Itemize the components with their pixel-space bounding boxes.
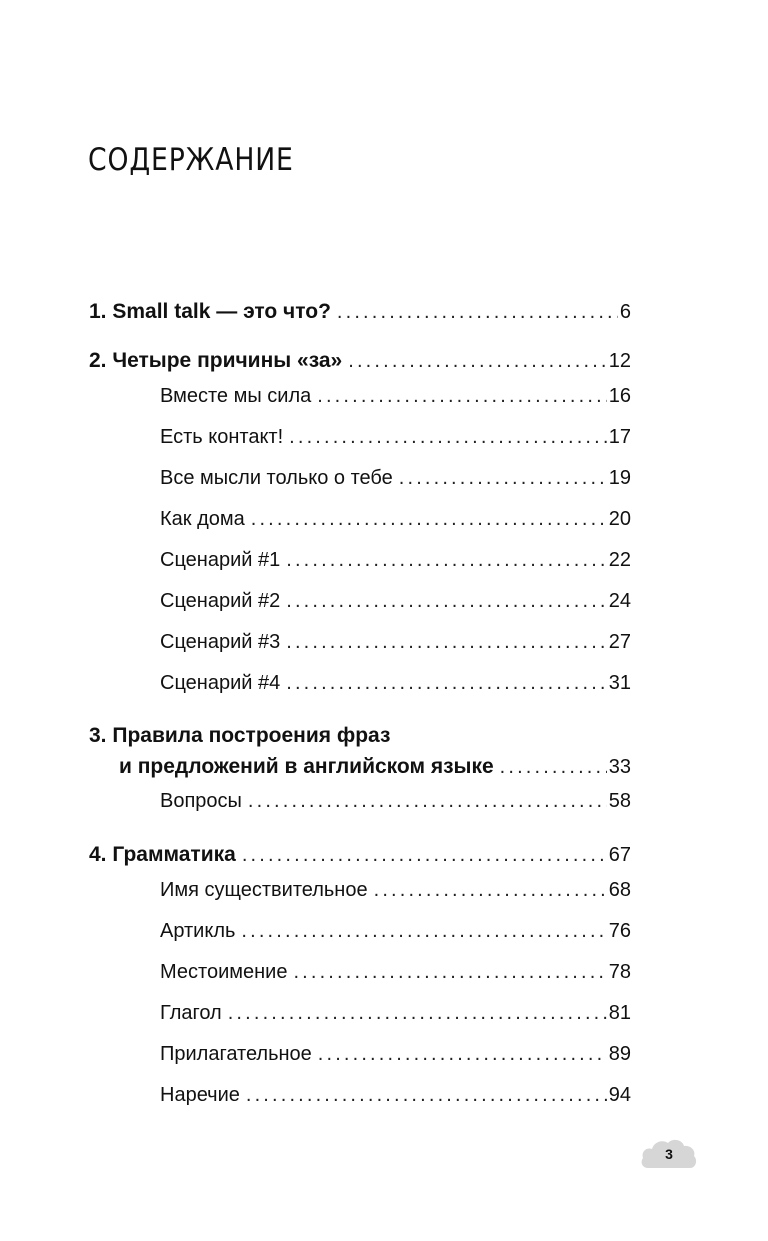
toc-item-label: Сценарий #1 xyxy=(160,549,281,571)
dot-leader xyxy=(318,1043,607,1066)
toc-page-number: 68 xyxy=(608,879,631,901)
toc-item-label: Сценарий #3 xyxy=(160,631,281,653)
toc-item[interactable] xyxy=(160,672,631,695)
dot-leader xyxy=(348,350,607,373)
toc-chapter-1[interactable] xyxy=(89,300,631,324)
toc-item[interactable] xyxy=(160,508,631,531)
dot-leader xyxy=(246,1084,607,1107)
toc-item[interactable] xyxy=(160,920,631,943)
toc-item-label: Местоимение xyxy=(160,961,288,983)
dot-leader xyxy=(242,844,607,867)
toc-item[interactable] xyxy=(160,1043,631,1066)
toc-chapter-3-line1[interactable]: 3. Правила построения фраз xyxy=(89,724,391,747)
toc-chapter-label: 4. Грамматика xyxy=(89,843,236,866)
toc-page-number: 81 xyxy=(608,1002,631,1024)
toc-item-label: Артикль xyxy=(160,920,236,942)
toc-page-number: 17 xyxy=(608,426,631,448)
toc-item-label: Сценарий #2 xyxy=(160,590,281,612)
toc-page-number: 16 xyxy=(608,385,631,407)
toc-item-label: Вопросы xyxy=(160,790,242,812)
toc-item[interactable] xyxy=(160,385,631,408)
dot-leader xyxy=(399,467,607,490)
toc-page-number: 27 xyxy=(608,631,631,653)
toc-item[interactable] xyxy=(160,426,631,449)
dot-leader xyxy=(286,590,607,613)
toc-item[interactable] xyxy=(160,1002,631,1025)
dot-leader xyxy=(228,1002,607,1025)
toc-page-number: 58 xyxy=(608,790,631,812)
toc-page-number: 24 xyxy=(608,590,631,612)
toc-page-number: 6 xyxy=(619,301,631,323)
toc-page-number: 12 xyxy=(608,350,631,372)
toc-item-label: Прилагательное xyxy=(160,1043,312,1065)
dot-leader xyxy=(374,879,607,902)
toc-item-label: Имя существительное xyxy=(160,879,368,901)
toc-page-number: 31 xyxy=(608,672,631,694)
page-title: СОДЕРЖАНИЕ xyxy=(88,142,294,178)
toc-page-number: 20 xyxy=(608,508,631,530)
toc-chapter-4[interactable] xyxy=(89,843,631,867)
dot-leader xyxy=(317,385,607,408)
toc-item[interactable] xyxy=(160,467,631,490)
toc-page-number: 19 xyxy=(608,467,631,489)
toc-chapter-2[interactable] xyxy=(89,349,631,373)
toc-chapter-label: 1. Small talk — это что? xyxy=(89,300,331,323)
dot-leader xyxy=(286,549,607,572)
dot-leader xyxy=(286,672,607,695)
toc-page-number: 78 xyxy=(608,961,631,983)
toc-item-label: Как дома xyxy=(160,508,245,530)
toc-page-number: 67 xyxy=(608,844,631,866)
toc-page-number: 89 xyxy=(608,1043,631,1065)
toc-item[interactable] xyxy=(160,549,631,572)
toc-item-label: Глагол xyxy=(160,1002,222,1024)
toc-item-label: Наречие xyxy=(160,1084,240,1106)
toc-chapter-3[interactable] xyxy=(119,755,631,779)
toc-item[interactable] xyxy=(160,961,631,984)
dot-leader xyxy=(241,920,606,943)
page-number: 3 xyxy=(665,1146,673,1162)
dot-leader xyxy=(500,756,607,779)
toc-page-number: 22 xyxy=(608,549,631,571)
toc-item[interactable] xyxy=(160,1084,631,1107)
toc-chapter-label: 2. Четыре причины «за» xyxy=(89,349,343,372)
dot-leader xyxy=(293,961,606,984)
toc-item-label: Есть контакт! xyxy=(160,426,284,448)
toc-page-number: 76 xyxy=(608,920,631,942)
dot-leader xyxy=(286,631,607,654)
toc-chapter-label: и предложений в английском языке xyxy=(119,755,494,778)
toc-page-number: 33 xyxy=(608,756,631,778)
toc-item[interactable] xyxy=(160,590,631,613)
toc-item[interactable] xyxy=(160,790,631,813)
toc-item-label: Сценарий #4 xyxy=(160,672,281,694)
toc-item-label: Все мысли только о тебе xyxy=(160,467,393,489)
toc-item[interactable] xyxy=(160,631,631,654)
dot-leader xyxy=(251,508,607,531)
dot-leader xyxy=(248,790,607,813)
toc-item-label: Вместе мы сила xyxy=(160,385,312,407)
toc-page-number: 94 xyxy=(608,1084,631,1106)
dot-leader xyxy=(337,301,618,324)
toc-item[interactable] xyxy=(160,879,631,902)
dot-leader xyxy=(289,426,607,449)
